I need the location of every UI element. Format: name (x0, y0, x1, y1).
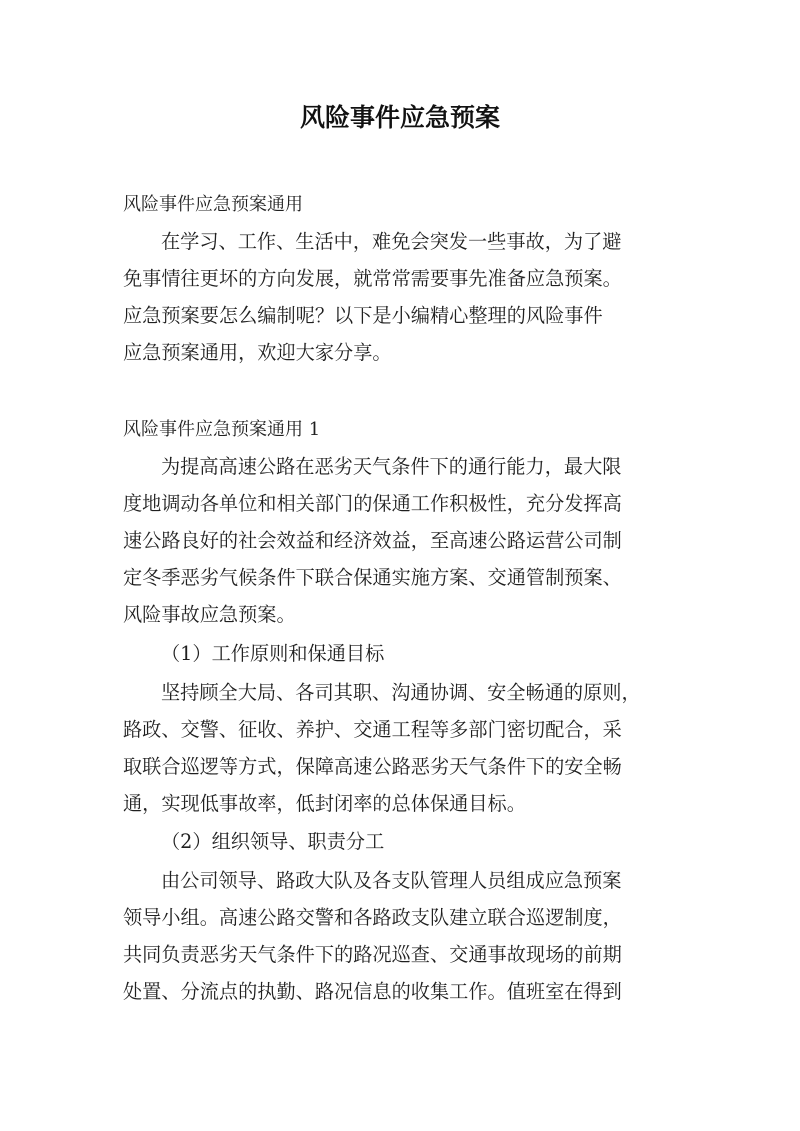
section1-line: 定冬季恶劣气候条件下联合保通实施方案、交通管制预案、 (123, 566, 622, 589)
subsection1-line: 坚持顾全大局、各司其职、沟通协调、安全畅通的原则， (161, 681, 641, 704)
subsection1-line: 路政、交警、征收、养护、交通工程等多部门密切配合，采 (123, 718, 622, 741)
section1-heading: 风险事件应急预案通用 1 (123, 419, 321, 440)
subsection1-line: 取联合巡逻等方式，保障高速公路恶劣天气条件下的安全畅 (123, 755, 622, 778)
subsection2-line: 由公司领导、路政大队及各支队管理人员组成应急预案 (161, 869, 622, 892)
subsection2-line: 领导小组。高速公路交警和各路政支队建立联合巡逻制度， (123, 906, 622, 929)
subsection1-line: 通，实现低事故率，低封闭率的总体保通目标。 (123, 792, 526, 815)
intro-line: 在学习、工作、生活中，难免会突发一些事故，为了避 (161, 230, 622, 253)
subsection2-heading: （2）组织领导、职责分工 (161, 830, 385, 853)
document-title: 风险事件应急预案 (299, 103, 500, 132)
section1-line: 为提高高速公路在恶劣天气条件下的通行能力，最大限 (161, 455, 622, 478)
subsection2-line: 共同负责恶劣天气条件下的路况巡查、交通事故现场的前期 (123, 943, 622, 966)
subsection1-heading: （1）工作原则和保通目标 (161, 642, 385, 665)
section1-line: 速公路良好的社会效益和经济效益，至高速公路运营公司制 (123, 529, 622, 552)
section1-line: 度地调动各单位和相关部门的保通工作积极性，充分发挥高 (123, 492, 622, 515)
section1-line: 风险事故应急预案。 (123, 603, 296, 626)
intro-line: 应急预案要怎么编制呢？以下是小编精心整理的风险事件 (123, 304, 603, 327)
subsection2-line: 处置、分流点的执勤、路况信息的收集工作。值班室在得到 (123, 980, 622, 1003)
intro-line: 免事情往更坏的方向发展，就常常需要事先准备应急预案。 (123, 267, 622, 290)
intro-line: 应急预案通用，欢迎大家分享。 (123, 341, 392, 364)
intro-heading: 风险事件应急预案通用 (123, 194, 303, 215)
